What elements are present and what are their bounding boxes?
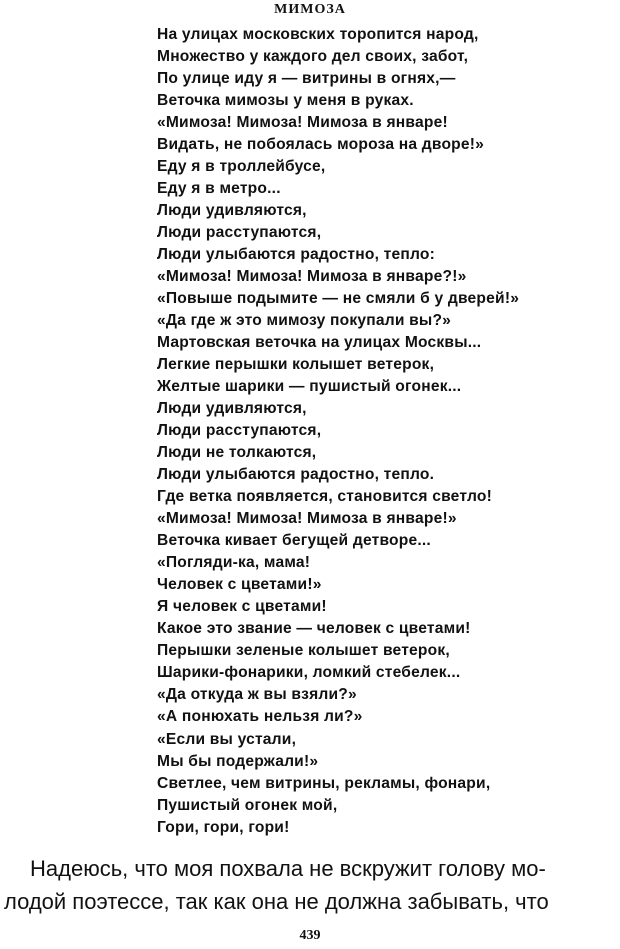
poem-line: Веточка мимозы у меня в руках. (157, 92, 414, 110)
poem-line: «Мимоза! Мимоза! Мимоза в январе! (157, 114, 448, 132)
poem-line: «Мимоза! Мимоза! Мимоза в январе?!» (157, 268, 467, 286)
poem-line: Люди улыбаются радостно, тепло: (157, 246, 436, 264)
poem-line: Человек с цветами!» (157, 576, 322, 594)
prose-line: лодой поэтессе, так как она не должна забывать, что (4, 889, 549, 914)
poem-line: Перышки зеленые колышет ветерок, (157, 642, 450, 660)
poem-line: Видать, не побоялась мороза на дворе!» (157, 136, 485, 154)
poem-line: «Погляди-ка, мама! (157, 554, 311, 572)
poem-line: Я человек с цветами! (157, 598, 327, 616)
poem-line: Веточка кивает бегущей детворе... (157, 532, 431, 550)
poem-line: Где ветка появляется, становится светло! (157, 488, 493, 506)
poem-line: Шарики-фонарики, ломкий стебелек... (157, 664, 461, 682)
poem-title: МИМОЗА (274, 2, 346, 17)
poem-line: Множество у каждого дел своих, забот, (157, 48, 469, 66)
poem-line: «Да где ж это мимозу покупали вы?» (157, 312, 452, 330)
poem-line: Люди удивляются, (157, 400, 307, 418)
poem-line: Какое это звание — человек с цветами! (157, 620, 471, 638)
poem-line: «Мимоза! Мимоза! Мимоза в январе!» (157, 510, 457, 528)
poem-line: Люди удивляются, (157, 202, 307, 220)
poem-line: Желтые шарики — пушистый огонек... (157, 378, 462, 396)
poem-line: Люди расступаются, (157, 422, 322, 440)
poem-line: «А понюхать нельзя ли?» (157, 708, 363, 726)
prose-paragraph (4, 852, 618, 918)
poem-line: «Да откуда ж вы взяли?» (157, 686, 357, 704)
poem-line: Пушистый огонек мой, (157, 796, 338, 814)
page-number: 439 (299, 928, 321, 943)
poem-line: Люди улыбаются радостно, тепло. (157, 466, 435, 484)
poem-line: «Если вы устали, (157, 730, 297, 748)
poem-line: Мы бы подержали!» (157, 752, 319, 770)
poem-line: Люди не толкаются, (157, 444, 317, 462)
poem-line: Еду я в троллейбусе, (157, 158, 326, 176)
poem-line: Гори, гори, гори! (157, 818, 290, 836)
poem-line: Еду я в метро... (157, 180, 281, 198)
poem-line: На улицах московских торопится народ, (157, 26, 479, 43)
prose-line: Надеюсь, что моя похвала не вскружит голову мо- (30, 856, 546, 881)
poem-line: Люди расступаются, (157, 224, 322, 242)
poem-body (157, 24, 519, 839)
poem-line: «Повыше подымите — не смяли б у дверей!» (157, 290, 520, 308)
poem-line: Мартовская веточка на улицах Москвы... (157, 334, 482, 352)
poem-line: По улице иду я — витрины в огнях,— (157, 70, 456, 88)
poem-line: Светлее, чем витрины, рекламы, фонари, (157, 774, 491, 792)
poem-line: Легкие перышки колышет ветерок, (157, 356, 435, 374)
